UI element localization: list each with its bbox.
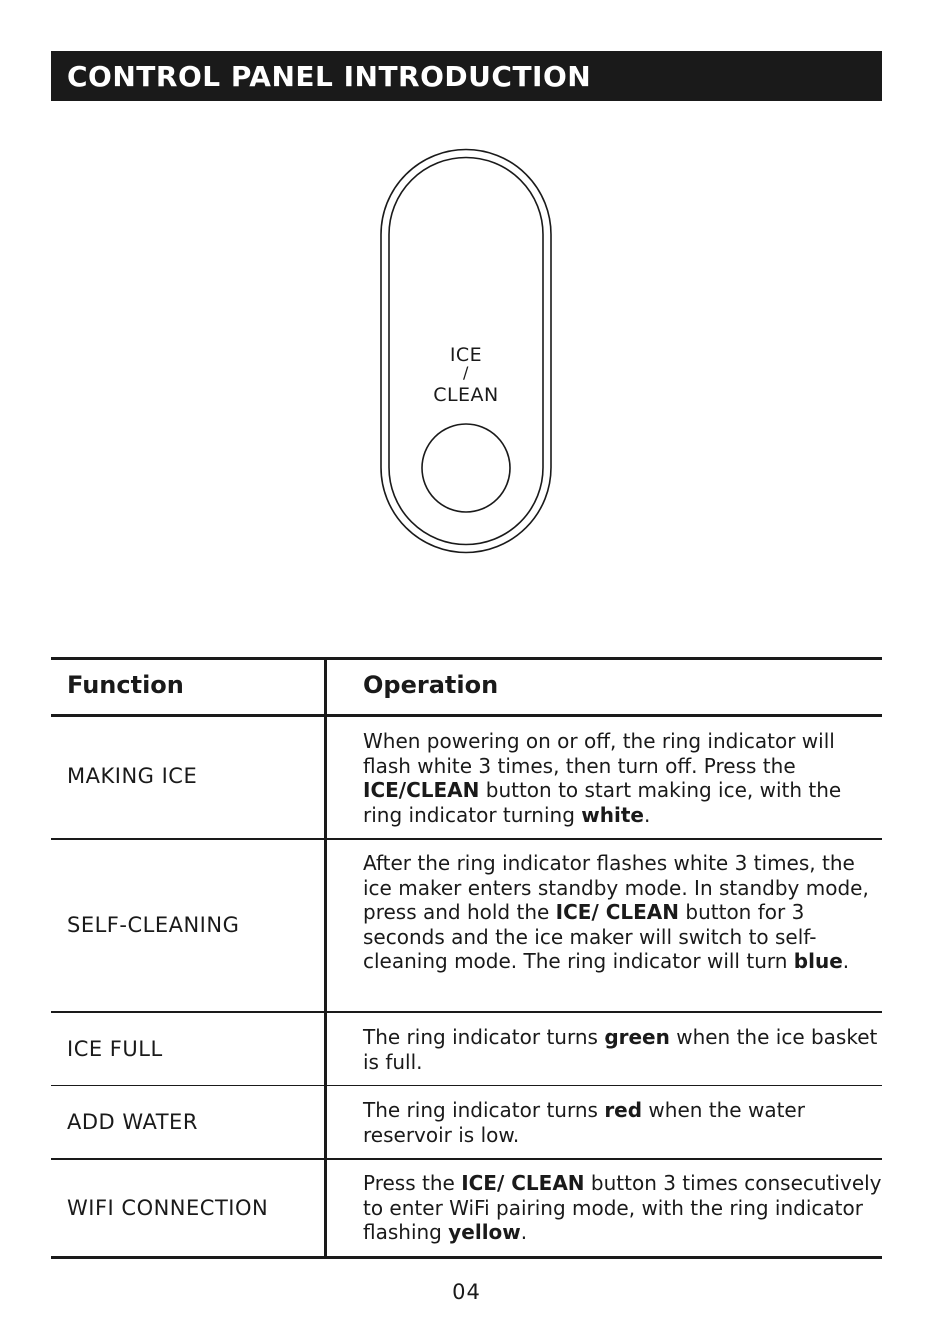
emphasis-text: blue: [793, 949, 843, 973]
function-self-cleaning: SELF-CLEANING: [67, 913, 240, 937]
control-panel-illustration: [378, 148, 554, 554]
function-add-water: ADD WATER: [67, 1110, 198, 1134]
row-divider: [51, 1158, 882, 1160]
operation-self-cleaning: After the ring indicator flashes white 3 times, the ice maker enters standby mode. In standby mode, press and hold the ICE/ CLEAN button for 3 seconds and the ice maker will switch to self-cleaning mode. The ring indicator will turn blue.: [363, 851, 869, 973]
emphasis-text: ICE/CLEAN: [363, 778, 480, 802]
function-table: [51, 657, 882, 1259]
ice-clean-button[interactable]: [421, 423, 511, 513]
emphasis-text: white: [581, 802, 644, 827]
emphasis-text: yellow: [448, 1220, 521, 1244]
column-divider: [324, 657, 327, 1259]
section-header: [51, 51, 882, 101]
section-title: CONTROL PANEL INTRODUCTION: [67, 60, 592, 93]
column-header-operation: Operation: [363, 671, 499, 699]
row-divider: [51, 1085, 882, 1086]
panel-label-ice: ICE: [449, 344, 483, 366]
operation-wifi-connection: Press the ICE/ CLEAN button 3 times consecutively to enter WiFi pairing mode, with the ring indicator flashing yellow.: [363, 1171, 882, 1244]
operation-ice-full: The ring indicator turns green when the ice basket is full.: [363, 1025, 878, 1074]
table-bottom-border: [51, 1256, 882, 1259]
panel-label-slash: /: [463, 363, 469, 382]
emphasis-text: ICE/ CLEAN: [555, 900, 680, 924]
operation-making-ice: When powering on or off, the ring indicator will flash white 3 times, then turn off. Press the ICE/CLEAN button to start making ice, with the ring indicator turning white.: [363, 729, 842, 827]
column-header-function: Function: [67, 671, 184, 699]
emphasis-text: ICE/ CLEAN: [461, 1171, 585, 1195]
emphasis-text: red: [604, 1098, 643, 1122]
panel-label-clean: CLEAN: [433, 384, 499, 406]
page-number: 04: [452, 1280, 481, 1304]
row-divider: [51, 838, 882, 840]
operation-add-water: The ring indicator turns red when the water reservoir is low.: [363, 1098, 805, 1147]
function-wifi-connection: WIFI CONNECTION: [67, 1196, 269, 1220]
table-header-border: [51, 714, 882, 717]
function-ice-full: ICE FULL: [67, 1037, 163, 1061]
table-top-border: [51, 657, 882, 660]
emphasis-text: green: [604, 1025, 670, 1049]
row-divider: [51, 1011, 882, 1013]
function-making-ice: MAKING ICE: [67, 764, 198, 788]
